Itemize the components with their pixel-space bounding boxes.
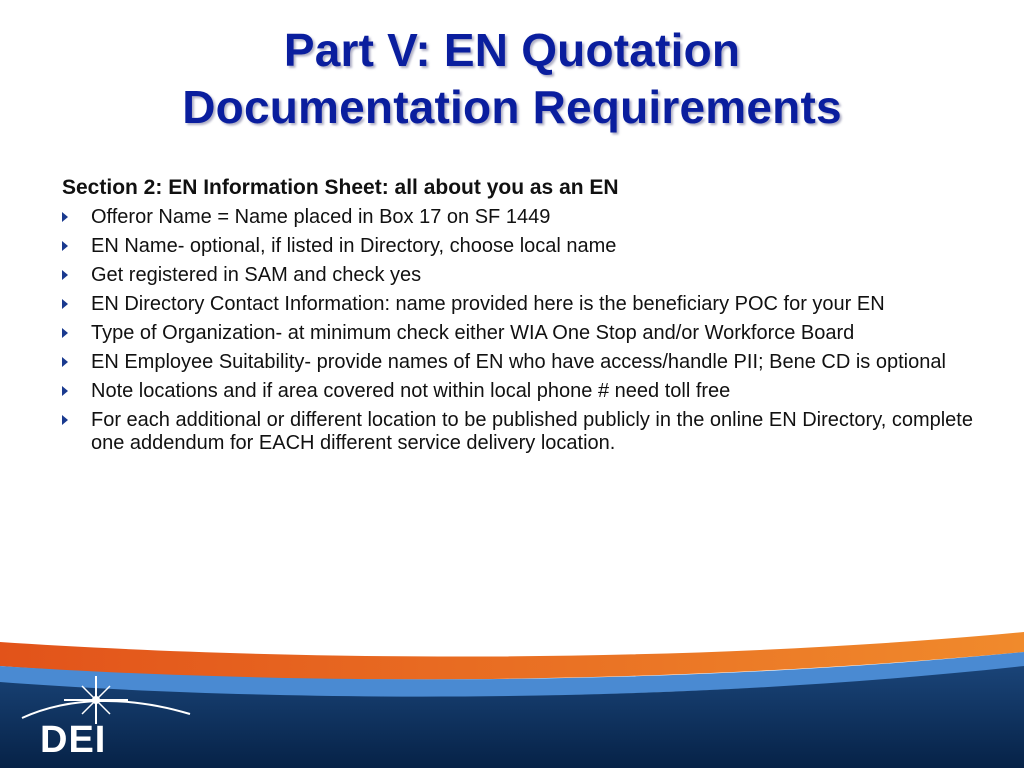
- bullet-item: [62, 322, 982, 345]
- section-heading: Section 2: EN Information Sheet: all about you as an EN: [62, 176, 619, 199]
- bullet-text: Offeror Name = Name placed in Box 17 on SF 1449: [91, 206, 551, 228]
- company-logo: DEI: [40, 719, 107, 761]
- bullet-arrow-icon: [62, 299, 68, 309]
- bullet-text: Note locations and if area covered not within local phone # need toll free: [91, 380, 731, 402]
- bullet-text: Type of Organization- at minimum check either WIA One Stop and/or Workforce Board: [91, 322, 855, 344]
- bullet-arrow-icon: [62, 212, 68, 222]
- bullet-arrow-icon: [62, 328, 68, 338]
- bullet-arrow-icon: [62, 386, 68, 396]
- bullet-item: [62, 409, 982, 455]
- footer-band: [0, 610, 1024, 768]
- bullet-item: [62, 206, 982, 229]
- slide-title: [20, 22, 1004, 136]
- bullet-text: For each additional or different location to be published publicly in the online EN Directory, complete one addendum for EACH different service delivery location.: [91, 409, 973, 454]
- bullet-text: Get registered in SAM and check yes: [91, 264, 422, 286]
- bullet-item: [62, 264, 982, 287]
- bullet-arrow-icon: [62, 415, 68, 425]
- bullet-item: [62, 293, 982, 316]
- bullet-text: EN Directory Contact Information: name provided here is the beneficiary POC for your EN: [91, 293, 885, 315]
- slide-title-line-2: Documentation Requirements: [182, 81, 842, 133]
- bullet-item: [62, 351, 982, 374]
- slide-content: [62, 174, 982, 461]
- bullet-arrow-icon: [62, 357, 68, 367]
- bullet-list: [62, 206, 982, 455]
- bullet-text: EN Name- optional, if listed in Directory, choose local name: [91, 235, 617, 257]
- bullet-arrow-icon: [62, 270, 68, 280]
- bullet-arrow-icon: [62, 241, 68, 251]
- bullet-text: EN Employee Suitability- provide names of EN who have access/handle PII; Bene CD is optional: [91, 351, 946, 373]
- slide-title-line-1: Part V: EN Quotation: [283, 24, 741, 76]
- footer-swoosh-graphic: [0, 610, 1024, 768]
- bullet-item: [62, 380, 982, 403]
- bullet-item: [62, 235, 982, 258]
